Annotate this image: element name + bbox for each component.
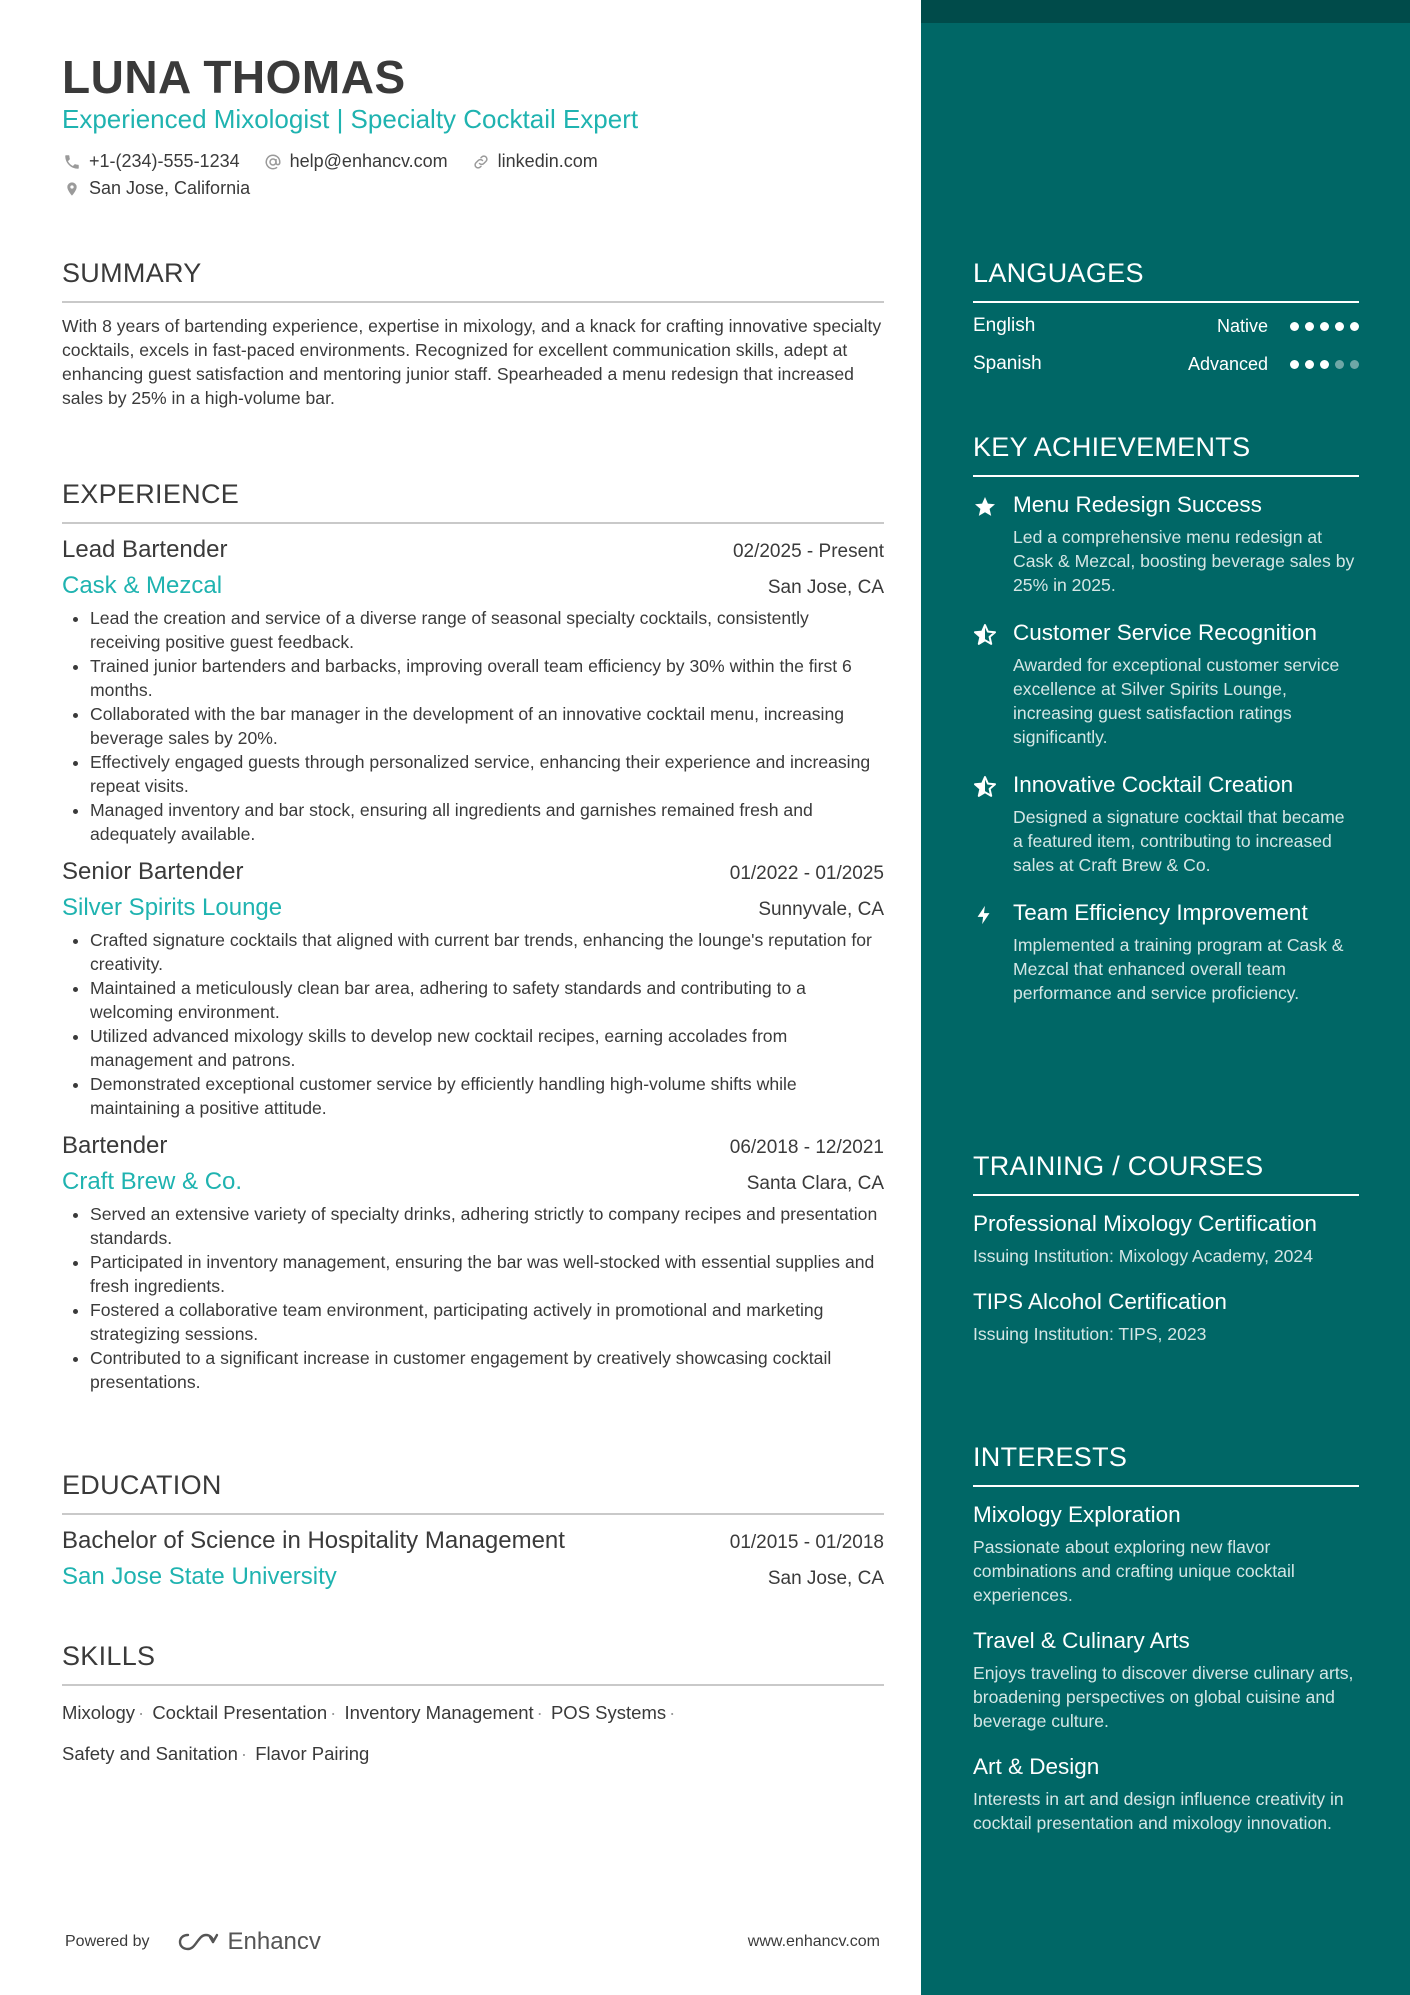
email-text: help@enhancv.com: [289, 151, 448, 171]
summary-section: [62, 258, 884, 410]
link-icon: [471, 152, 491, 172]
job-entry: [62, 1132, 884, 1394]
rating-dot: [1305, 322, 1314, 331]
job-bullet: • Lead the creation and service of a diverse range of seasonal specialty cocktails, consistently receiving positive guest feedback.: [90, 606, 884, 654]
language-row: [973, 315, 1359, 337]
achievement-desc: Implemented a training program at Cask & Mezcal that enhanced overall team performance and service proficiency.: [1013, 935, 1344, 1003]
skill-separator: ·: [138, 1702, 145, 1723]
job-location: Sunnyvale, CA: [758, 899, 884, 920]
job-bullet: • Collaborated with the bar manager in the development of an innovative cocktail menu, increasing beverage sales by 20%.: [90, 702, 884, 750]
job-bullet: • Fostered a collaborative team environment, participating actively in promotional and marketing strategizing sessions.: [90, 1298, 884, 1346]
interest-title: Mixology Exploration: [973, 1502, 1181, 1527]
rating-dot: [1335, 360, 1344, 369]
rating-dot: [1320, 360, 1329, 369]
achievement-item: [973, 899, 1359, 1005]
course-item: [973, 1210, 1359, 1268]
course-desc: Issuing Institution: TIPS, 2023: [973, 1324, 1207, 1344]
course-desc: Issuing Institution: Mixology Academy, 2024: [973, 1246, 1314, 1266]
language-level: Native: [1216, 315, 1268, 336]
achievements-heading: KEY ACHIEVEMENTS: [973, 432, 1359, 477]
achievement-desc: Led a comprehensive menu redesign at Cask & Mezcal, boosting beverage sales by 25% in 2025.: [1013, 527, 1355, 595]
job-bullet: • Utilized advanced mixology skills to develop new cocktail recipes, earning accolades from management and patrons.: [90, 1024, 884, 1072]
skill-tag: Cocktail Presentation: [152, 1702, 328, 1723]
job-company[interactable]: Craft Brew & Co.: [62, 1168, 243, 1195]
language-rating: [1290, 322, 1359, 331]
education-entry: [62, 1527, 884, 1591]
job-date: 02/2025 - Present: [732, 541, 884, 562]
job-bullets: [62, 928, 884, 1120]
education-heading: EDUCATION: [62, 1470, 884, 1515]
star-half-icon: [973, 771, 1013, 877]
languages-heading: LANGUAGES: [973, 258, 1359, 303]
job-company[interactable]: Cask & Mezcal: [62, 572, 223, 599]
job-bullet: • Crafted signature cocktails that aligned with current bar trends, enhancing the lounge's reputation for creativity.: [90, 928, 884, 976]
job-date: 06/2018 - 12/2021: [729, 1137, 884, 1158]
achievement-title: Innovative Cocktail Creation: [1013, 772, 1294, 797]
rating-dot: [1305, 360, 1314, 369]
lightning-icon: [973, 899, 1013, 1005]
job-entry: [62, 858, 884, 1120]
language-row: [973, 353, 1359, 375]
phone-icon: [62, 152, 82, 172]
achievement-item: [973, 771, 1359, 877]
job-bullets: [62, 606, 884, 846]
interests-section: [973, 1442, 1359, 1835]
job-bullet: • Participated in inventory management, ensuring the bar was well-stocked with essential supplies and fresh ingredients.: [90, 1250, 884, 1298]
skill-tag: Flavor Pairing: [255, 1743, 370, 1764]
star-half-icon: [973, 619, 1013, 749]
contact-row: [62, 151, 616, 176]
star-icon: [973, 491, 1013, 597]
summary-text: With 8 years of bartending experience, expertise in mixology, and a knack for crafting innovative specialty cocktails, excels in fast-paced environments. Recognized for excellent communication skills, adept at enhancing guest satisfaction and mentoring junior staff. Spearheaded a menu redesign that increased sales by 25% in a high-volume bar.: [62, 316, 882, 408]
interest-title: Art & Design: [973, 1754, 1100, 1779]
job-bullet: • Served an extensive variety of specialty drinks, adhering strictly to company recipes and presentation standards.: [90, 1202, 884, 1250]
languages-section: [973, 258, 1359, 375]
education-degree: Bachelor of Science in Hospitality Management: [62, 1527, 565, 1554]
achievement-title: Customer Service Recognition: [1013, 620, 1317, 645]
candidate-name: LUNA THOMAS: [62, 51, 406, 103]
skill-separator: ·: [330, 1702, 337, 1723]
rating-dot: [1350, 322, 1359, 331]
skills-line-2: [62, 1733, 884, 1774]
job-bullet: • Maintained a meticulously clean bar area, adhering to safety standards and contributing to a welcoming environment.: [90, 976, 884, 1024]
course-title: TIPS Alcohol Certification: [973, 1289, 1227, 1314]
skill-separator: ·: [240, 1743, 248, 1764]
education-date: 01/2015 - 01/2018: [729, 1532, 884, 1553]
achievement-item: [973, 491, 1359, 597]
job-role: Lead Bartender: [62, 536, 228, 563]
job-date: 01/2022 - 01/2025: [729, 863, 884, 884]
interest-desc: Passionate about exploring new flavor combinations and crafting unique cocktail experiences.: [973, 1537, 1295, 1605]
rating-dot: [1290, 360, 1299, 369]
job-bullet: • Contributed to a significant increase in customer engagement by creatively showcasing cocktail presentations.: [90, 1346, 884, 1394]
skill-tag: Safety and Sanitation: [62, 1743, 238, 1764]
interest-desc: Interests in art and design influence creativity in cocktail presentation and mixology innovation.: [973, 1789, 1344, 1833]
interest-desc: Enjoys traveling to discover diverse culinary arts, broadening perspectives on global cuisine and beverage culture.: [973, 1663, 1354, 1731]
language-rating: [1290, 360, 1359, 369]
achievement-desc: Awarded for exceptional customer service excellence at Silver Spirits Lounge, increasing guest satisfaction ratings significantly.: [1013, 655, 1340, 747]
interest-item: [973, 1753, 1359, 1835]
interest-item: [973, 1501, 1359, 1607]
training-heading: TRAINING / COURSES: [973, 1151, 1359, 1196]
job-location: San Jose, CA: [767, 577, 884, 598]
language-name: English: [973, 315, 1036, 336]
achievement-title: Menu Redesign Success: [1013, 492, 1262, 517]
contact-link[interactable]: [471, 151, 598, 172]
education-section: [62, 1470, 884, 1591]
interest-title: Travel & Culinary Arts: [973, 1628, 1190, 1653]
skills-section: [62, 1641, 884, 1774]
education-location: San Jose, CA: [767, 1568, 884, 1589]
interest-item: [973, 1627, 1359, 1733]
course-item: [973, 1288, 1359, 1346]
skill-tag: POS Systems: [550, 1702, 667, 1723]
experience-heading: EXPERIENCE: [62, 479, 884, 524]
job-bullet: • Trained junior bartenders and barbacks, improving overall team efficiency by 30% within the first 6 months.: [90, 654, 884, 702]
education-school[interactable]: San Jose State University: [62, 1563, 337, 1590]
enhancv-logo-icon: [176, 1931, 222, 1953]
job-company[interactable]: Silver Spirits Lounge: [62, 894, 283, 921]
achievements-section: [973, 432, 1359, 1005]
footer: [65, 1928, 880, 1956]
footer-url[interactable]: www.enhancv.com: [747, 1933, 880, 1950]
link-text: linkedin.com: [497, 151, 598, 171]
rating-dot: [1320, 322, 1329, 331]
location-pin-icon: [62, 179, 82, 199]
achievement-item: [973, 619, 1359, 749]
job-entry: [62, 536, 884, 846]
job-bullets: [62, 1202, 884, 1394]
job-role: Senior Bartender: [62, 858, 244, 885]
phone-text: +1-(234)-555-1234: [89, 151, 240, 171]
contact-phone[interactable]: [62, 151, 240, 172]
job-location: Santa Clara, CA: [746, 1173, 884, 1194]
achievement-desc: Designed a signature cocktail that became a featured item, contributing to increased sales at Craft Brew & Co.: [1013, 807, 1345, 875]
job-bullet: • Managed inventory and bar stock, ensuring all ingredients and garnishes remained fresh and adequately available.: [90, 798, 884, 846]
powered-by-label: Powered by: [65, 1933, 150, 1950]
skill-tag: Inventory Management: [344, 1702, 534, 1723]
course-title: Professional Mixology Certification: [973, 1211, 1317, 1236]
skill-separator: ·: [536, 1702, 543, 1723]
language-level: Advanced: [1187, 353, 1268, 374]
candidate-title: Experienced Mixologist | Specialty Cocktail Expert: [62, 104, 639, 134]
skills-heading: SKILLS: [62, 1641, 884, 1686]
training-section: [973, 1151, 1359, 1346]
interests-heading: INTERESTS: [973, 1442, 1359, 1487]
skill-tag: Mixology: [62, 1702, 135, 1723]
skills-line-1: [62, 1692, 884, 1733]
job-role: Bartender: [62, 1132, 168, 1159]
summary-heading: SUMMARY: [62, 258, 884, 303]
language-name: Spanish: [973, 353, 1042, 374]
enhancv-logo[interactable]: [176, 1928, 321, 1956]
achievement-title: Team Efficiency Improvement: [1013, 900, 1308, 925]
sidebar-top-bar: [921, 0, 1410, 23]
experience-section: [62, 479, 884, 1394]
contact-location: [62, 178, 268, 203]
location-text: San Jose, California: [89, 178, 251, 198]
rating-dot: [1335, 322, 1344, 331]
skill-separator: ·: [669, 1702, 676, 1723]
rating-dot: [1290, 322, 1299, 331]
brand-name: Enhancv: [227, 1928, 321, 1955]
job-bullet: • Effectively engaged guests through personalized service, enhancing their experience and increasing repeat visits.: [90, 750, 884, 798]
at-icon: [263, 152, 283, 172]
job-bullet: • Demonstrated exceptional customer service by efficiently handling high-volume shifts while maintaining a positive attitude.: [90, 1072, 884, 1120]
rating-dot: [1350, 360, 1359, 369]
contact-email[interactable]: [263, 151, 448, 172]
